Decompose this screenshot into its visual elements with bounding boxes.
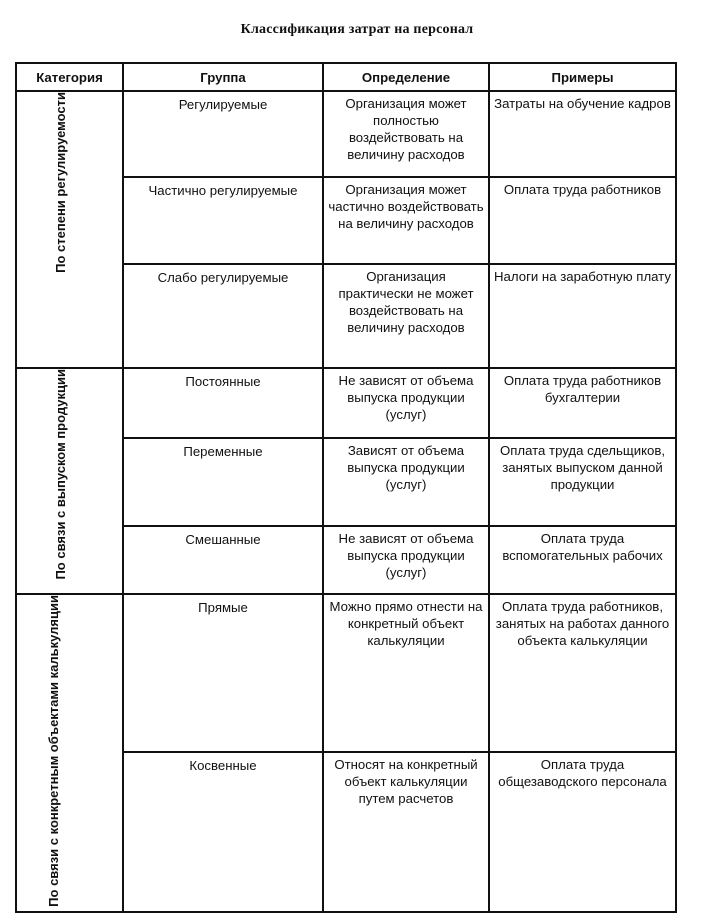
header-category: Категория <box>16 63 123 91</box>
example-cell: Оплата труда работников бухгалтерии <box>489 368 676 438</box>
document-title: Классификация затрат на персонал <box>240 22 474 37</box>
definition-cell: Не зависят от объема выпуска продукции (услуг) <box>323 526 489 594</box>
group-cell: Смешанные <box>123 526 323 594</box>
definition-cell: Относят на конкретный объект калькуляции путем расчетов <box>323 752 489 912</box>
example-cell: Оплата труда общезаводского персонала <box>489 752 676 912</box>
table-header-row <box>16 63 676 91</box>
category-cell-regulation <box>16 91 123 368</box>
group-cell: Частично регулируемые <box>123 177 323 264</box>
category-cell-cost-object <box>16 594 123 912</box>
header-definition: Определение <box>323 63 489 91</box>
costs-classification-table <box>15 62 677 913</box>
example-cell: Оплата труда работников, занятых на работах данного объекта калькуляции <box>489 594 676 752</box>
example-cell: Оплата труда сдельщиков, занятых выпуском данной продукции <box>489 438 676 526</box>
category-cell-output <box>16 368 123 594</box>
definition-cell: Организация может частично воздействовать на величину расходов <box>323 177 489 264</box>
definition-cell: Не зависят от объема выпуска продукции (услуг) <box>323 368 489 438</box>
group-cell: Постоянные <box>123 368 323 438</box>
definition-cell: Можно прямо отнести на конкретный объект калькуляции <box>323 594 489 752</box>
header-examples: Примеры <box>489 63 676 91</box>
category-label: По степени регулируемости <box>52 92 68 273</box>
group-cell: Прямые <box>123 594 323 752</box>
header-group: Группа <box>123 63 323 91</box>
category-label: По связи с конкретным объектами калькуляции <box>45 595 61 907</box>
group-cell: Косвенные <box>123 752 323 912</box>
category-label: По связи с выпуском продукции <box>52 369 68 580</box>
example-cell: Затраты на обучение кадров <box>489 91 676 177</box>
table-row <box>16 91 676 177</box>
group-cell: Слабо регулируемые <box>123 264 323 368</box>
example-cell: Оплата труда работников <box>489 177 676 264</box>
definition-cell: Организация практически не может воздействовать на величину расходов <box>323 264 489 368</box>
example-cell: Налоги на заработную плату <box>489 264 676 368</box>
group-cell: Регулируемые <box>123 91 323 177</box>
group-cell: Переменные <box>123 438 323 526</box>
example-cell: Оплата труда вспомогательных рабочих <box>489 526 676 594</box>
table-row <box>16 594 676 752</box>
definition-cell: Организация может полностью воздействовать на величину расходов <box>323 91 489 177</box>
definition-cell: Зависят от объема выпуска продукции (услуг) <box>323 438 489 526</box>
table-row <box>16 368 676 438</box>
